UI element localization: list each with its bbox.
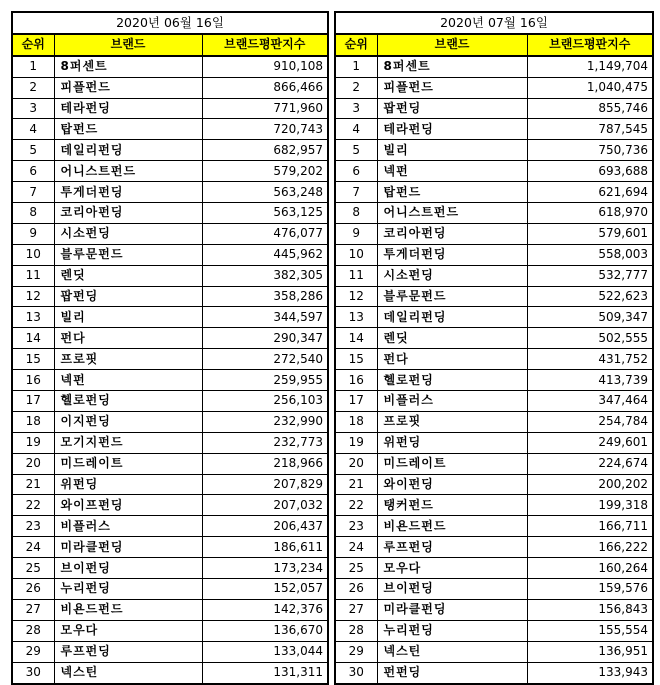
brand-cell: 탱커펀드 [377,495,527,516]
index-cell: 224,674 [527,453,653,474]
brand-cell: 위펀딩 [54,474,202,495]
brand-cell: 코리아펀딩 [377,223,527,244]
index-cell: 133,943 [527,662,653,683]
index-cell: 166,711 [527,516,653,537]
brand-cell: 데일리펀딩 [54,140,202,161]
table-row [12,307,328,328]
rank-cell: 26 [12,579,54,600]
brand-cell: 탑펀드 [54,119,202,140]
brand-header: 브랜드 [54,34,202,56]
index-cell: 445,962 [202,244,328,265]
rank-cell: 11 [335,265,377,286]
brand-cell: 넥펀 [54,370,202,391]
table-row [12,140,328,161]
brand-cell: 미라클펀딩 [377,599,527,620]
table-row [12,391,328,412]
index-cell: 1,149,704 [527,56,653,77]
table-row [335,328,653,349]
index-cell: 344,597 [202,307,328,328]
index-cell: 618,970 [527,203,653,224]
table-row [12,182,328,203]
brand-cell: 프로핏 [54,349,202,370]
index-header: 브랜드평판지수 [527,34,653,56]
index-cell: 199,318 [527,495,653,516]
rank-cell: 17 [12,391,54,412]
rank-cell: 1 [12,56,54,77]
index-cell: 290,347 [202,328,328,349]
rank-cell: 12 [335,286,377,307]
index-cell: 166,222 [527,537,653,558]
table-row [12,599,328,620]
brand-cell: 어니스트펀드 [54,161,202,182]
rank-cell: 5 [12,140,54,161]
table-row [335,516,653,537]
brand-cell: 테라펀딩 [54,98,202,119]
table-row [335,56,653,77]
table-row [335,161,653,182]
brand-cell: 이지펀딩 [54,411,202,432]
brand-cell: 빌리 [54,307,202,328]
table-row [12,641,328,662]
table-row [335,265,653,286]
ranking-table-june [11,11,329,685]
table-row [12,453,328,474]
index-cell: 159,576 [527,579,653,600]
rank-cell: 12 [12,286,54,307]
brand-cell: 테라펀딩 [377,119,527,140]
rank-cell: 4 [12,119,54,140]
index-cell: 133,044 [202,641,328,662]
brand-cell: 피플펀드 [54,77,202,98]
rank-cell: 18 [335,411,377,432]
index-cell: 866,466 [202,77,328,98]
table-row [12,474,328,495]
table-row [335,140,653,161]
index-header: 브랜드평판지수 [202,34,328,56]
brand-cell: 미드레이트 [377,453,527,474]
index-cell: 207,032 [202,495,328,516]
rank-cell: 10 [335,244,377,265]
table-body [12,56,328,684]
brand-cell: 코리아펀딩 [54,203,202,224]
brand-cell: 브이펀딩 [377,579,527,600]
rank-cell: 11 [12,265,54,286]
brand-cell: 투게더펀딩 [377,244,527,265]
brand-cell: 피플펀드 [377,77,527,98]
index-cell: 750,736 [527,140,653,161]
rank-cell: 2 [335,77,377,98]
rank-cell: 5 [335,140,377,161]
index-cell: 173,234 [202,558,328,579]
rank-cell: 19 [335,432,377,453]
table-row [335,307,653,328]
rank-cell: 9 [335,223,377,244]
index-cell: 382,305 [202,265,328,286]
table-row [335,432,653,453]
table-row [335,391,653,412]
table-row [12,203,328,224]
brand-cell: 헬로펀딩 [377,370,527,391]
rank-cell: 7 [335,182,377,203]
table-body [335,56,653,684]
brand-cell: 렌딧 [54,265,202,286]
brand-cell: 넥스틴 [54,662,202,683]
brand-cell: 비플러스 [54,516,202,537]
brand-cell: 팝펀딩 [377,98,527,119]
index-cell: 621,694 [527,182,653,203]
table-row [12,98,328,119]
table-row [12,119,328,140]
brand-cell: 모우다 [54,620,202,641]
brand-cell: 와이프펀딩 [54,495,202,516]
index-cell: 579,202 [202,161,328,182]
rank-cell: 18 [12,411,54,432]
rank-cell: 10 [12,244,54,265]
table-row [335,579,653,600]
brand-cell: 넥펀 [377,161,527,182]
brand-cell: 시소펀딩 [377,265,527,286]
rank-cell: 15 [12,349,54,370]
index-cell: 152,057 [202,579,328,600]
table-row [12,495,328,516]
index-cell: 136,951 [527,641,653,662]
index-cell: 579,601 [527,223,653,244]
table-row [335,77,653,98]
index-cell: 682,957 [202,140,328,161]
rank-cell: 22 [12,495,54,516]
table-row [335,599,653,620]
brand-cell: 블루문펀드 [54,244,202,265]
index-cell: 142,376 [202,599,328,620]
index-cell: 160,264 [527,558,653,579]
table-row [12,244,328,265]
brand-cell: 어니스트펀드 [377,203,527,224]
table-row [335,453,653,474]
table-row [335,411,653,432]
rank-cell: 28 [335,620,377,641]
index-cell: 200,202 [527,474,653,495]
index-cell: 206,437 [202,516,328,537]
index-cell: 693,688 [527,161,653,182]
index-cell: 156,843 [527,599,653,620]
rank-cell: 4 [335,119,377,140]
rank-cell: 9 [12,223,54,244]
table-row [335,537,653,558]
brand-cell: 모기지펀드 [54,432,202,453]
table-row [12,77,328,98]
index-cell: 131,311 [202,662,328,683]
table-row [335,370,653,391]
rank-cell: 8 [335,203,377,224]
brand-cell: 투게더펀딩 [54,182,202,203]
rank-cell: 21 [12,474,54,495]
rank-cell: 15 [335,349,377,370]
index-cell: 155,554 [527,620,653,641]
brand-cell: 헬로펀딩 [54,391,202,412]
brand-cell: 팝펀딩 [54,286,202,307]
rank-cell: 26 [335,579,377,600]
header-row [12,34,328,56]
rank-cell: 7 [12,182,54,203]
index-cell: 522,623 [527,286,653,307]
table-row [335,223,653,244]
index-cell: 259,955 [202,370,328,391]
brand-cell: 모우다 [377,558,527,579]
brand-cell: 루프펀딩 [377,537,527,558]
rank-cell: 24 [335,537,377,558]
rank-cell: 25 [335,558,377,579]
table-row [12,579,328,600]
table-row [335,182,653,203]
table-row [335,662,653,683]
date-row [335,12,653,34]
rank-cell: 30 [12,662,54,683]
index-cell: 563,248 [202,182,328,203]
rank-cell: 1 [335,56,377,77]
header-row [335,34,653,56]
brand-cell: 와이펀딩 [377,474,527,495]
table-date: 2020년 06월 16일 [12,12,328,34]
index-cell: 771,960 [202,98,328,119]
brand-cell: 미라클펀딩 [54,537,202,558]
rank-cell: 21 [335,474,377,495]
rank-cell: 27 [335,599,377,620]
brand-cell: 누리펀딩 [377,620,527,641]
rank-cell: 25 [12,558,54,579]
table-row [335,620,653,641]
brand-cell: 렌딧 [377,328,527,349]
table-row [12,265,328,286]
table-row [335,244,653,265]
rank-cell: 19 [12,432,54,453]
index-cell: 347,464 [527,391,653,412]
rank-header: 순위 [335,34,377,56]
brand-cell: 루프펀딩 [54,641,202,662]
table-row [12,558,328,579]
rank-header: 순위 [12,34,54,56]
table-row [335,98,653,119]
index-cell: 720,743 [202,119,328,140]
index-cell: 413,739 [527,370,653,391]
brand-cell: 시소펀딩 [54,223,202,244]
rank-cell: 13 [12,307,54,328]
table-row [12,349,328,370]
rank-cell: 17 [335,391,377,412]
index-cell: 358,286 [202,286,328,307]
rank-cell: 22 [335,495,377,516]
brand-cell: 탑펀드 [377,182,527,203]
table-row [12,537,328,558]
table-row [12,662,328,683]
brand-header: 브랜드 [377,34,527,56]
index-cell: 207,829 [202,474,328,495]
index-cell: 855,746 [527,98,653,119]
rank-cell: 20 [12,453,54,474]
table-row [12,328,328,349]
table-row [335,119,653,140]
index-cell: 1,040,475 [527,77,653,98]
brand-cell: 빌리 [377,140,527,161]
index-cell: 563,125 [202,203,328,224]
rank-cell: 6 [12,161,54,182]
table-row [335,286,653,307]
table-row [12,161,328,182]
table-row [12,286,328,307]
rank-cell: 30 [335,662,377,683]
index-cell: 558,003 [527,244,653,265]
index-cell: 272,540 [202,349,328,370]
brand-cell: 8퍼센트 [377,56,527,77]
index-cell: 502,555 [527,328,653,349]
table-row [12,370,328,391]
brand-cell: 비욘드펀드 [377,516,527,537]
index-cell: 910,108 [202,56,328,77]
rank-cell: 27 [12,599,54,620]
rank-cell: 6 [335,161,377,182]
date-row [12,12,328,34]
rank-cell: 23 [12,516,54,537]
index-cell: 254,784 [527,411,653,432]
table-row [335,641,653,662]
rank-cell: 29 [335,641,377,662]
rank-cell: 24 [12,537,54,558]
index-cell: 256,103 [202,391,328,412]
table-date: 2020년 07월 16일 [335,12,653,34]
index-cell: 136,670 [202,620,328,641]
brand-cell: 미드레이트 [54,453,202,474]
index-cell: 186,611 [202,537,328,558]
table-row [12,620,328,641]
rank-cell: 16 [12,370,54,391]
table-row [12,223,328,244]
brand-cell: 블루문펀드 [377,286,527,307]
index-cell: 232,773 [202,432,328,453]
table-row [12,432,328,453]
table-row [12,516,328,537]
rank-cell: 29 [12,641,54,662]
table-row [335,203,653,224]
index-cell: 218,966 [202,453,328,474]
brand-cell: 누리펀딩 [54,579,202,600]
index-cell: 787,545 [527,119,653,140]
rank-cell: 23 [335,516,377,537]
table-row [335,495,653,516]
table-row [335,474,653,495]
rank-cell: 2 [12,77,54,98]
index-cell: 431,752 [527,349,653,370]
ranking-table-july [334,11,654,685]
rank-cell: 3 [335,98,377,119]
rank-cell: 8 [12,203,54,224]
index-cell: 232,990 [202,411,328,432]
table-row [12,56,328,77]
rank-cell: 13 [335,307,377,328]
index-cell: 249,601 [527,432,653,453]
brand-cell: 8퍼센트 [54,56,202,77]
index-cell: 509,347 [527,307,653,328]
brand-cell: 비플러스 [377,391,527,412]
table-row [335,349,653,370]
brand-cell: 비욘드펀드 [54,599,202,620]
index-cell: 476,077 [202,223,328,244]
rank-cell: 20 [335,453,377,474]
index-cell: 532,777 [527,265,653,286]
table-row [335,558,653,579]
brand-cell: 넥스틴 [377,641,527,662]
rank-cell: 28 [12,620,54,641]
table-row [12,411,328,432]
brand-cell: 위펀딩 [377,432,527,453]
rank-cell: 16 [335,370,377,391]
brand-cell: 데일리펀딩 [377,307,527,328]
rank-cell: 3 [12,98,54,119]
brand-cell: 브이펀딩 [54,558,202,579]
rank-cell: 14 [335,328,377,349]
rank-cell: 14 [12,328,54,349]
brand-cell: 프로핏 [377,411,527,432]
brand-cell: 펀다 [54,328,202,349]
brand-cell: 펀펀딩 [377,662,527,683]
brand-cell: 펀다 [377,349,527,370]
